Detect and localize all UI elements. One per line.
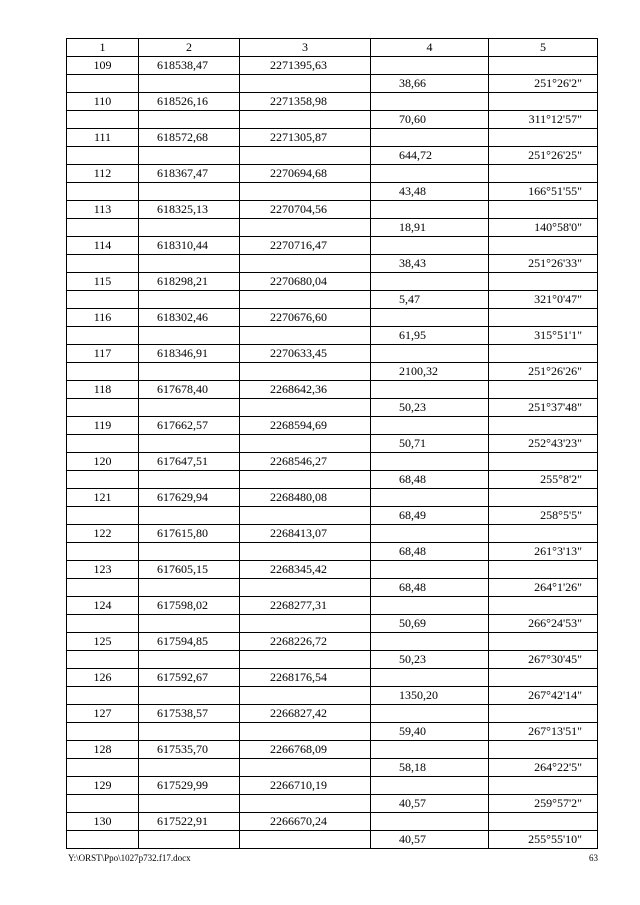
table-row [67, 165, 598, 183]
x-coordinate-cell: 618572,68 [139, 129, 240, 147]
point-number-cell [67, 723, 139, 741]
direction-angle-cell: 255°8'2" [489, 471, 598, 489]
direction-angle-cell: 315°51'1" [489, 327, 598, 345]
length-cell [371, 525, 489, 543]
length-cell: 50,69 [371, 615, 489, 633]
y-coordinate-cell [240, 75, 371, 93]
direction-angle-cell: 264°22'5" [489, 759, 598, 777]
x-coordinate-cell [139, 327, 240, 345]
table-row [67, 831, 598, 849]
point-number-cell: 125 [67, 633, 139, 651]
table-row [67, 327, 598, 345]
length-cell [371, 453, 489, 471]
direction-angle-cell [489, 525, 598, 543]
point-number-cell: 112 [67, 165, 139, 183]
length-cell: 68,48 [371, 543, 489, 561]
point-number-cell [67, 219, 139, 237]
x-coordinate-cell [139, 255, 240, 273]
x-coordinate-cell [139, 615, 240, 633]
y-coordinate-cell: 2271305,87 [240, 129, 371, 147]
y-coordinate-cell [240, 579, 371, 597]
x-coordinate-cell: 617535,70 [139, 741, 240, 759]
length-cell: 58,18 [371, 759, 489, 777]
table-row [67, 633, 598, 651]
point-number-cell [67, 471, 139, 489]
direction-angle-cell [489, 381, 598, 399]
y-coordinate-cell [240, 471, 371, 489]
length-cell: 68,48 [371, 579, 489, 597]
point-number-cell: 128 [67, 741, 139, 759]
point-number-cell [67, 543, 139, 561]
point-number-cell [67, 759, 139, 777]
point-number-cell [67, 399, 139, 417]
x-coordinate-cell: 617538,57 [139, 705, 240, 723]
length-cell: 644,72 [371, 147, 489, 165]
x-coordinate-cell [139, 507, 240, 525]
point-number-cell: 121 [67, 489, 139, 507]
x-coordinate-cell: 618526,16 [139, 93, 240, 111]
direction-angle-cell [489, 345, 598, 363]
y-coordinate-cell: 2268176,54 [240, 669, 371, 687]
length-cell [371, 633, 489, 651]
point-number-cell: 129 [67, 777, 139, 795]
length-cell [371, 165, 489, 183]
length-cell [371, 93, 489, 111]
y-coordinate-cell [240, 183, 371, 201]
point-number-cell: 124 [67, 597, 139, 615]
table-body [67, 57, 598, 849]
direction-angle-cell: 259°57'2" [489, 795, 598, 813]
x-coordinate-cell: 618310,44 [139, 237, 240, 255]
direction-angle-cell [489, 741, 598, 759]
y-coordinate-cell [240, 219, 371, 237]
x-coordinate-cell: 617594,85 [139, 633, 240, 651]
y-coordinate-cell [240, 723, 371, 741]
y-coordinate-cell: 2270704,56 [240, 201, 371, 219]
point-number-cell [67, 579, 139, 597]
table-row [67, 597, 598, 615]
point-number-cell [67, 507, 139, 525]
length-cell [371, 129, 489, 147]
point-number-cell: 126 [67, 669, 139, 687]
y-coordinate-cell [240, 543, 371, 561]
direction-angle-cell [489, 165, 598, 183]
point-number-cell [67, 615, 139, 633]
x-coordinate-cell: 617605,15 [139, 561, 240, 579]
table-row [67, 291, 598, 309]
y-coordinate-cell: 2266768,09 [240, 741, 371, 759]
y-coordinate-cell [240, 435, 371, 453]
length-cell: 59,40 [371, 723, 489, 741]
length-cell: 40,57 [371, 831, 489, 849]
y-coordinate-cell: 2270676,60 [240, 309, 371, 327]
direction-angle-cell [489, 813, 598, 831]
length-cell [371, 417, 489, 435]
file-path: Y:\ORST\Ppo\1027p732.f17.docx [68, 853, 191, 863]
x-coordinate-cell [139, 651, 240, 669]
y-coordinate-cell [240, 831, 371, 849]
table-row [67, 579, 598, 597]
table-row [67, 93, 598, 111]
direction-angle-cell [489, 777, 598, 795]
x-coordinate-cell: 618325,13 [139, 201, 240, 219]
x-coordinate-cell [139, 435, 240, 453]
table-row [67, 777, 598, 795]
column-header: 3 [240, 39, 371, 57]
point-number-cell [67, 111, 139, 129]
direction-angle-cell [489, 57, 598, 75]
y-coordinate-cell [240, 327, 371, 345]
table-row [67, 75, 598, 93]
y-coordinate-cell: 2268277,31 [240, 597, 371, 615]
y-coordinate-cell: 2271358,98 [240, 93, 371, 111]
length-cell [371, 813, 489, 831]
table-row [67, 543, 598, 561]
y-coordinate-cell [240, 291, 371, 309]
y-coordinate-cell [240, 363, 371, 381]
direction-angle-cell [489, 561, 598, 579]
table-row [67, 435, 598, 453]
x-coordinate-cell: 618346,91 [139, 345, 240, 363]
y-coordinate-cell [240, 759, 371, 777]
point-number-cell: 113 [67, 201, 139, 219]
x-coordinate-cell [139, 723, 240, 741]
point-number-cell [67, 651, 139, 669]
length-cell: 2100,32 [371, 363, 489, 381]
length-cell [371, 201, 489, 219]
point-number-cell: 118 [67, 381, 139, 399]
length-cell [371, 669, 489, 687]
direction-angle-cell: 267°13'51" [489, 723, 598, 741]
table-row [67, 651, 598, 669]
y-coordinate-cell: 2268345,42 [240, 561, 371, 579]
y-coordinate-cell [240, 507, 371, 525]
table-row [67, 525, 598, 543]
length-cell: 61,95 [371, 327, 489, 345]
y-coordinate-cell [240, 687, 371, 705]
x-coordinate-cell [139, 831, 240, 849]
x-coordinate-cell: 617522,91 [139, 813, 240, 831]
length-cell: 68,48 [371, 471, 489, 489]
direction-angle-cell: 264°1'26" [489, 579, 598, 597]
length-cell: 68,49 [371, 507, 489, 525]
direction-angle-cell: 251°26'2" [489, 75, 598, 93]
length-cell [371, 489, 489, 507]
direction-angle-cell: 140°58'0" [489, 219, 598, 237]
table-row [67, 255, 598, 273]
point-number-cell: 111 [67, 129, 139, 147]
table-row [67, 381, 598, 399]
point-number-cell [67, 435, 139, 453]
y-coordinate-cell: 2268480,08 [240, 489, 371, 507]
direction-angle-cell: 321°0'47" [489, 291, 598, 309]
direction-angle-cell [489, 129, 598, 147]
table-row [67, 399, 598, 417]
y-coordinate-cell [240, 651, 371, 669]
x-coordinate-cell [139, 795, 240, 813]
length-cell [371, 705, 489, 723]
x-coordinate-cell [139, 399, 240, 417]
point-number-cell: 110 [67, 93, 139, 111]
direction-angle-cell [489, 597, 598, 615]
direction-angle-cell [489, 273, 598, 291]
table-row [67, 363, 598, 381]
table-row [67, 795, 598, 813]
length-cell [371, 237, 489, 255]
x-coordinate-cell: 617529,99 [139, 777, 240, 795]
length-cell: 5,47 [371, 291, 489, 309]
point-number-cell [67, 831, 139, 849]
direction-angle-cell: 267°42'14" [489, 687, 598, 705]
point-number-cell [67, 687, 139, 705]
point-number-cell: 130 [67, 813, 139, 831]
x-coordinate-cell [139, 471, 240, 489]
table-row [67, 489, 598, 507]
table-row [67, 111, 598, 129]
table-row [67, 417, 598, 435]
y-coordinate-cell: 2270694,68 [240, 165, 371, 183]
page-number: 63 [589, 853, 598, 863]
table-row [67, 723, 598, 741]
table-row [67, 507, 598, 525]
point-number-cell [67, 327, 139, 345]
direction-angle-cell: 261°3'13" [489, 543, 598, 561]
direction-angle-cell [489, 93, 598, 111]
x-coordinate-cell: 617647,51 [139, 453, 240, 471]
table-row [67, 237, 598, 255]
x-coordinate-cell [139, 75, 240, 93]
x-coordinate-cell: 617598,02 [139, 597, 240, 615]
table-row [67, 669, 598, 687]
length-cell: 43,48 [371, 183, 489, 201]
table-row [67, 615, 598, 633]
direction-angle-cell [489, 309, 598, 327]
length-cell [371, 57, 489, 75]
y-coordinate-cell [240, 255, 371, 273]
y-coordinate-cell: 2266827,42 [240, 705, 371, 723]
table-row [67, 705, 598, 723]
direction-angle-cell [489, 417, 598, 435]
direction-angle-cell: 267°30'45" [489, 651, 598, 669]
length-cell [371, 345, 489, 363]
column-header: 2 [139, 39, 240, 57]
x-coordinate-cell [139, 759, 240, 777]
point-number-cell [67, 291, 139, 309]
direction-angle-cell [489, 453, 598, 471]
table-row [67, 471, 598, 489]
y-coordinate-cell: 2268413,07 [240, 525, 371, 543]
y-coordinate-cell [240, 147, 371, 165]
y-coordinate-cell: 2268546,27 [240, 453, 371, 471]
point-number-cell [67, 147, 139, 165]
length-cell: 1350,20 [371, 687, 489, 705]
direction-angle-cell [489, 669, 598, 687]
length-cell [371, 561, 489, 579]
table-row [67, 687, 598, 705]
x-coordinate-cell: 617615,80 [139, 525, 240, 543]
column-header: 5 [489, 39, 598, 57]
length-cell [371, 741, 489, 759]
length-cell [371, 309, 489, 327]
point-number-cell: 122 [67, 525, 139, 543]
y-coordinate-cell: 2268594,69 [240, 417, 371, 435]
column-header: 4 [371, 39, 489, 57]
point-number-cell: 115 [67, 273, 139, 291]
x-coordinate-cell [139, 147, 240, 165]
x-coordinate-cell [139, 543, 240, 561]
table-row [67, 759, 598, 777]
table-row [67, 561, 598, 579]
direction-angle-cell: 266°24'53" [489, 615, 598, 633]
length-cell: 50,23 [371, 651, 489, 669]
point-number-cell: 127 [67, 705, 139, 723]
x-coordinate-cell: 618367,47 [139, 165, 240, 183]
direction-angle-cell [489, 201, 598, 219]
point-number-cell [67, 795, 139, 813]
direction-angle-cell: 166°51'55" [489, 183, 598, 201]
x-coordinate-cell: 618298,21 [139, 273, 240, 291]
x-coordinate-cell: 617629,94 [139, 489, 240, 507]
direction-angle-cell: 252°43'23" [489, 435, 598, 453]
x-coordinate-cell: 618302,46 [139, 309, 240, 327]
point-number-cell: 117 [67, 345, 139, 363]
table-row [67, 183, 598, 201]
length-cell [371, 597, 489, 615]
direction-angle-cell: 251°26'25" [489, 147, 598, 165]
y-coordinate-cell: 2268226,72 [240, 633, 371, 651]
length-cell [371, 381, 489, 399]
length-cell: 38,43 [371, 255, 489, 273]
x-coordinate-cell: 617662,57 [139, 417, 240, 435]
direction-angle-cell: 251°26'33" [489, 255, 598, 273]
direction-angle-cell [489, 705, 598, 723]
point-number-cell: 120 [67, 453, 139, 471]
y-coordinate-cell: 2270633,45 [240, 345, 371, 363]
point-number-cell: 109 [67, 57, 139, 75]
direction-angle-cell [489, 237, 598, 255]
length-cell: 50,71 [371, 435, 489, 453]
direction-angle-cell: 251°37'48" [489, 399, 598, 417]
table-row [67, 453, 598, 471]
point-number-cell [67, 255, 139, 273]
point-number-cell [67, 183, 139, 201]
length-cell [371, 777, 489, 795]
point-number-cell [67, 363, 139, 381]
point-number-cell: 123 [67, 561, 139, 579]
y-coordinate-cell: 2266710,19 [240, 777, 371, 795]
direction-angle-cell: 311°12'57" [489, 111, 598, 129]
y-coordinate-cell: 2270680,04 [240, 273, 371, 291]
x-coordinate-cell [139, 111, 240, 129]
x-coordinate-cell [139, 291, 240, 309]
table-header-row [67, 39, 598, 57]
table-row [67, 147, 598, 165]
coordinates-table [66, 38, 598, 849]
direction-angle-cell: 255°55'10" [489, 831, 598, 849]
x-coordinate-cell: 618538,47 [139, 57, 240, 75]
column-header: 1 [67, 39, 139, 57]
x-coordinate-cell [139, 579, 240, 597]
y-coordinate-cell: 2271395,63 [240, 57, 371, 75]
y-coordinate-cell [240, 795, 371, 813]
y-coordinate-cell [240, 111, 371, 129]
point-number-cell [67, 75, 139, 93]
table-row [67, 309, 598, 327]
y-coordinate-cell [240, 615, 371, 633]
y-coordinate-cell [240, 399, 371, 417]
direction-angle-cell [489, 489, 598, 507]
table-row [67, 219, 598, 237]
x-coordinate-cell [139, 183, 240, 201]
direction-angle-cell: 251°26'26" [489, 363, 598, 381]
point-number-cell: 119 [67, 417, 139, 435]
table-row [67, 57, 598, 75]
y-coordinate-cell: 2268642,36 [240, 381, 371, 399]
table-row [67, 129, 598, 147]
length-cell: 38,66 [371, 75, 489, 93]
x-coordinate-cell: 617592,67 [139, 669, 240, 687]
direction-angle-cell [489, 633, 598, 651]
y-coordinate-cell: 2266670,24 [240, 813, 371, 831]
direction-angle-cell: 258°5'5" [489, 507, 598, 525]
table-row [67, 741, 598, 759]
length-cell: 50,23 [371, 399, 489, 417]
table-row [67, 273, 598, 291]
x-coordinate-cell [139, 219, 240, 237]
length-cell [371, 273, 489, 291]
x-coordinate-cell: 617678,40 [139, 381, 240, 399]
length-cell: 70,60 [371, 111, 489, 129]
length-cell: 40,57 [371, 795, 489, 813]
length-cell: 18,91 [371, 219, 489, 237]
point-number-cell: 116 [67, 309, 139, 327]
table-row [67, 201, 598, 219]
table-row [67, 345, 598, 363]
y-coordinate-cell: 2270716,47 [240, 237, 371, 255]
x-coordinate-cell [139, 363, 240, 381]
x-coordinate-cell [139, 687, 240, 705]
point-number-cell: 114 [67, 237, 139, 255]
table-row [67, 813, 598, 831]
